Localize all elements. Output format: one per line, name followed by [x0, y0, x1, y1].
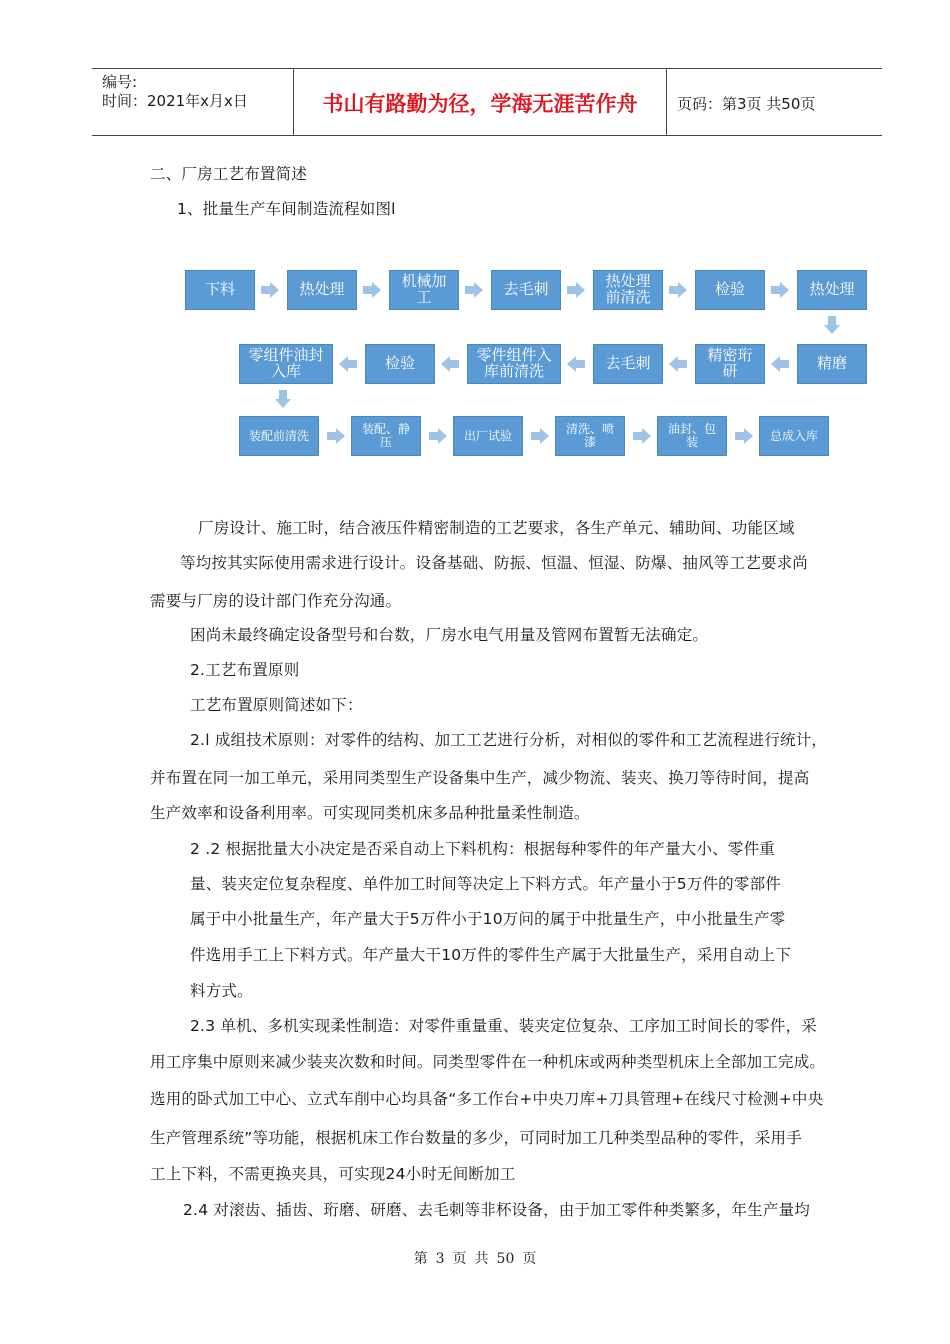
header-top-rule: [92, 68, 882, 69]
paragraph-line: 生产效率和设备利用率。可实现同类机床多品种批量柔性制造。: [150, 804, 590, 822]
footer-gong: 共: [474, 1251, 489, 1267]
paragraph-line: 困尚未最终确定设备型号和台数，厂房水电气用量及管网布置暂无法确定。: [190, 626, 709, 644]
arrow-right-icon: [633, 428, 651, 444]
flow-step: 去毛刺: [491, 270, 561, 310]
flow-step: 热处理: [287, 270, 357, 310]
footer-di: 第: [413, 1251, 428, 1267]
flow-step: 精密珩研: [695, 344, 765, 384]
paragraph-line: 量、装夹定位复杂程度、单件加工时间等决定上下料方式。年产量小于5万件的零部件: [190, 875, 781, 893]
flow-step: 零组件油封入库: [239, 344, 333, 384]
flow-step: 去毛刺: [593, 344, 663, 384]
paragraph-line: 2.l 成组技术原则：对零件的结构、加工工艺进行分析，对相似的零件和工艺流程进行统计，: [190, 731, 828, 749]
flow-step: 检验: [695, 270, 765, 310]
flow-step: 总成入库: [759, 416, 829, 456]
paragraph-line: 选用的卧式加工中心、立式车削中心均具备“多工作台+中央刀库+刀具管理+在线尺寸检测+中央: [150, 1090, 824, 1108]
arrow-right-icon: [363, 282, 381, 298]
flow-step: 出厂试验: [453, 416, 523, 456]
header-divider-right: [666, 68, 667, 136]
arrow-left-icon: [441, 356, 459, 372]
arrow-right-icon: [327, 428, 345, 444]
paragraph-line: 2.4 对滚齿、插齿、珩磨、研磨、去毛刺等非杯设备，由于加工零件种类繁多，年生产量均: [183, 1201, 810, 1219]
header-bottom-rule: [92, 135, 882, 136]
flow-step: 热处理前清洗: [593, 270, 663, 310]
flow-step: 机械加工: [389, 270, 459, 310]
header-motto: 书山有路勤为径，学海无涯苦作舟: [322, 92, 638, 116]
footer-ye: 页: [522, 1251, 537, 1267]
paragraph-line: 2 .2 根据批量大小决定是否采自动上下料机构：根据每种零件的年产量大小、零件重: [190, 840, 776, 858]
flow-step: 下料: [185, 270, 255, 310]
arrow-right-icon: [735, 428, 753, 444]
arrow-down-icon: [824, 316, 840, 334]
flow-step: 精磨: [797, 344, 867, 384]
flow-step: 清洗、喷漆: [555, 416, 625, 456]
subsection-heading: 2.工艺布置原则: [190, 661, 300, 679]
paragraph-line: 用工序集中原则来减少装夹次数和时间。同类型零件在一种机床或两种类型机床上全部加工完成。: [150, 1053, 826, 1071]
flow-step: 装配前清洗: [239, 416, 319, 456]
paragraph-line: 属于中小批量生产，年产量大于5万件小于10万问的属于中批量生产，中小批量生产零: [190, 910, 786, 928]
arrow-left-icon: [669, 356, 687, 372]
paragraph-line: 2.3 单机、多机实现柔性制造：对零件重量重、装夹定位复杂、工序加工时间长的零件，采: [190, 1017, 817, 1035]
paragraph-line: 等均按其实际使用需求进行设计。设备基础、防振、恒温、恒湿、防爆、抽风等工艺要求尚: [180, 554, 809, 572]
arrow-right-icon: [531, 428, 549, 444]
arrow-left-icon: [771, 356, 789, 372]
paragraph-line: 生产管理系统”等功能，根据机床工作台数量的多少，可同时加工几种类型品种的零件，采用手: [150, 1129, 802, 1147]
section-title: 二、厂房工艺布置简述: [150, 165, 308, 183]
paragraph-line: 件选用手工上下料方式。年产量大干10万件的零件生产属于大批量生产，采用自动上下: [190, 946, 792, 964]
arrow-left-icon: [339, 356, 357, 372]
arrow-right-icon: [261, 282, 279, 298]
arrow-right-icon: [567, 282, 585, 298]
header-page-label: 页码：第3页 共50页: [677, 95, 816, 113]
flow-step: 油封、包装: [657, 416, 727, 456]
sub-title: 1、批量生产车间制造流程如图l: [177, 200, 396, 218]
paragraph-line: 料方式。: [190, 982, 253, 1000]
arrow-right-icon: [771, 282, 789, 298]
header-number-label: 编号:: [102, 73, 138, 91]
paragraph-line: 工艺布置原则简述如下：: [190, 696, 363, 714]
arrow-right-icon: [669, 282, 687, 298]
paragraph-line: 工上下料，不需更换夹具，可实现24小时无间断加工: [150, 1165, 516, 1183]
flow-step: 热处理: [797, 270, 867, 310]
flow-step: 装配、静压: [351, 416, 421, 456]
header-time-label: 时间：2021年x月x日: [102, 92, 248, 110]
arrow-right-icon: [465, 282, 483, 298]
flow-step: 零件组件入库前清洗: [467, 344, 561, 384]
arrow-down-icon: [275, 390, 291, 408]
footer-ye: 页: [452, 1251, 467, 1267]
page-footer: [0, 1248, 950, 1268]
footer-total-pages: 50: [496, 1251, 515, 1267]
flow-step: 检验: [365, 344, 435, 384]
arrow-right-icon: [429, 428, 447, 444]
arrow-left-icon: [567, 356, 585, 372]
footer-page-number: 3: [435, 1251, 445, 1267]
paragraph-line: 并布置在同一加工单元，采用同类型生产设备集中生产，减少物流、装夹、换刀等待时间，提高: [150, 769, 810, 787]
paragraph-line: 厂房设计、施工时，结合液压件精密制造的工艺要求，各生产单元、辅助间、功能区域: [198, 519, 795, 537]
paragraph-line: 需要与厂房的设计部门作充分沟通。: [150, 592, 402, 610]
